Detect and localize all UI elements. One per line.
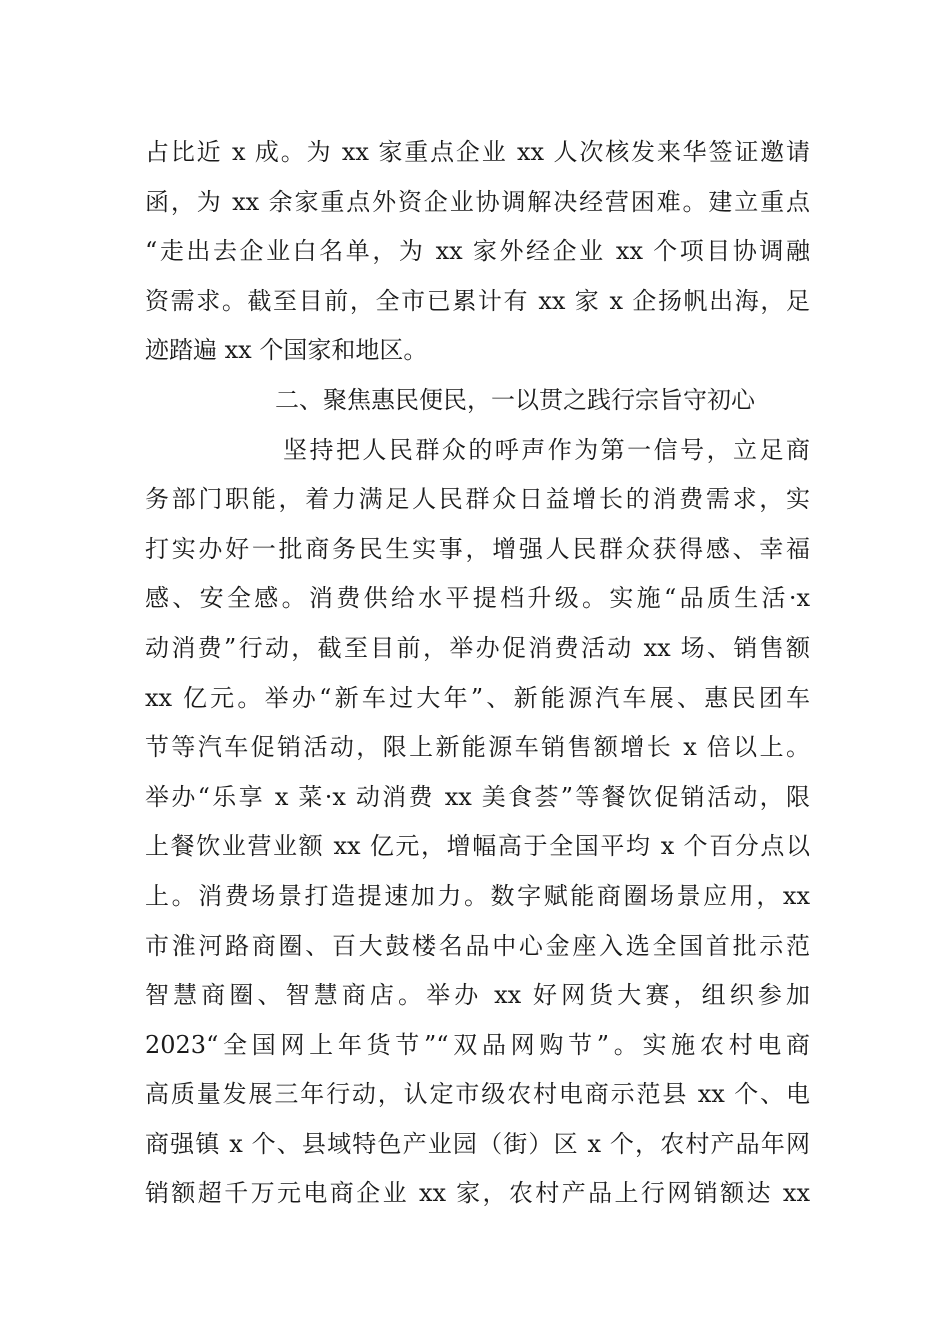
- text-line: “走出去企业白名单，为 xx 家外经企业 xx 个项目协调融: [145, 237, 810, 266]
- text-line: 坚持把人民群众的呼声作为第一信号，立足商: [283, 435, 810, 464]
- text-line: 上。消费场景打造提速加力。数字赋能商圈场景应用，xx: [145, 881, 810, 910]
- paragraph-foreign-trade: [145, 128, 810, 376]
- text-line: 迹踏遍 xx 个国家和地区。: [145, 336, 428, 365]
- text-line: 市淮河路商圈、百大鼓楼名品中心金座入选全国首批示范: [145, 931, 810, 960]
- document-body: [145, 128, 810, 1219]
- section-heading: 二、聚焦惠民便民，一以贯之践行宗旨守初心: [275, 385, 755, 414]
- text-line: 高质量发展三年行动，认定市级农村电商示范县 xx 个、电: [145, 1080, 810, 1109]
- text-line: 商强镇 x 个、县域特色产业园（街）区 x 个，农村产品年网: [145, 1129, 810, 1158]
- text-line: 函，为 xx 余家重点外资企业协调解决经营困难。建立重点: [145, 187, 810, 216]
- text-line: 销额超千万元电商企业 xx 家，农村产品上行网销额达 xx: [145, 1179, 810, 1208]
- text-line: 2023“全国网上年货节”“双品网购节”。实施农村电商: [145, 1030, 810, 1059]
- text-line: 上餐饮业营业额 xx 亿元，增幅高于全国平均 x 个百分点以: [145, 832, 810, 861]
- paragraph-consumption: [145, 426, 810, 1220]
- text-line: 资需求。截至目前，全市已累计有 xx 家 x 企扬帆出海，足: [145, 286, 810, 315]
- text-line: 动消费”行动，截至目前，举办促消费活动 xx 场、销售额: [145, 633, 810, 662]
- text-line: 节等汽车促销活动，限上新能源车销售额增长 x 倍以上。: [145, 733, 810, 762]
- text-line: 感、安全感。消费供给水平提档升级。实施“品质生活·x: [145, 584, 810, 613]
- text-line: xx 亿元。举办“新车过大年”、新能源汽车展、惠民团车: [145, 683, 810, 712]
- text-line: 举办“乐享 x 菜·x 动消费 xx 美食荟”等餐饮促销活动，限: [145, 782, 810, 811]
- text-line: 务部门职能，着力满足人民群众日益增长的消费需求，实: [145, 485, 810, 514]
- text-line: 智慧商圈、智慧商店。举办 xx 好网货大赛，组织参加: [145, 981, 810, 1010]
- text-line: 打实办好一批商务民生实事，增强人民群众获得感、幸福: [145, 534, 810, 563]
- text-line: 占比近 x 成。为 xx 家重点企业 xx 人次核发来华签证邀请: [145, 138, 810, 166]
